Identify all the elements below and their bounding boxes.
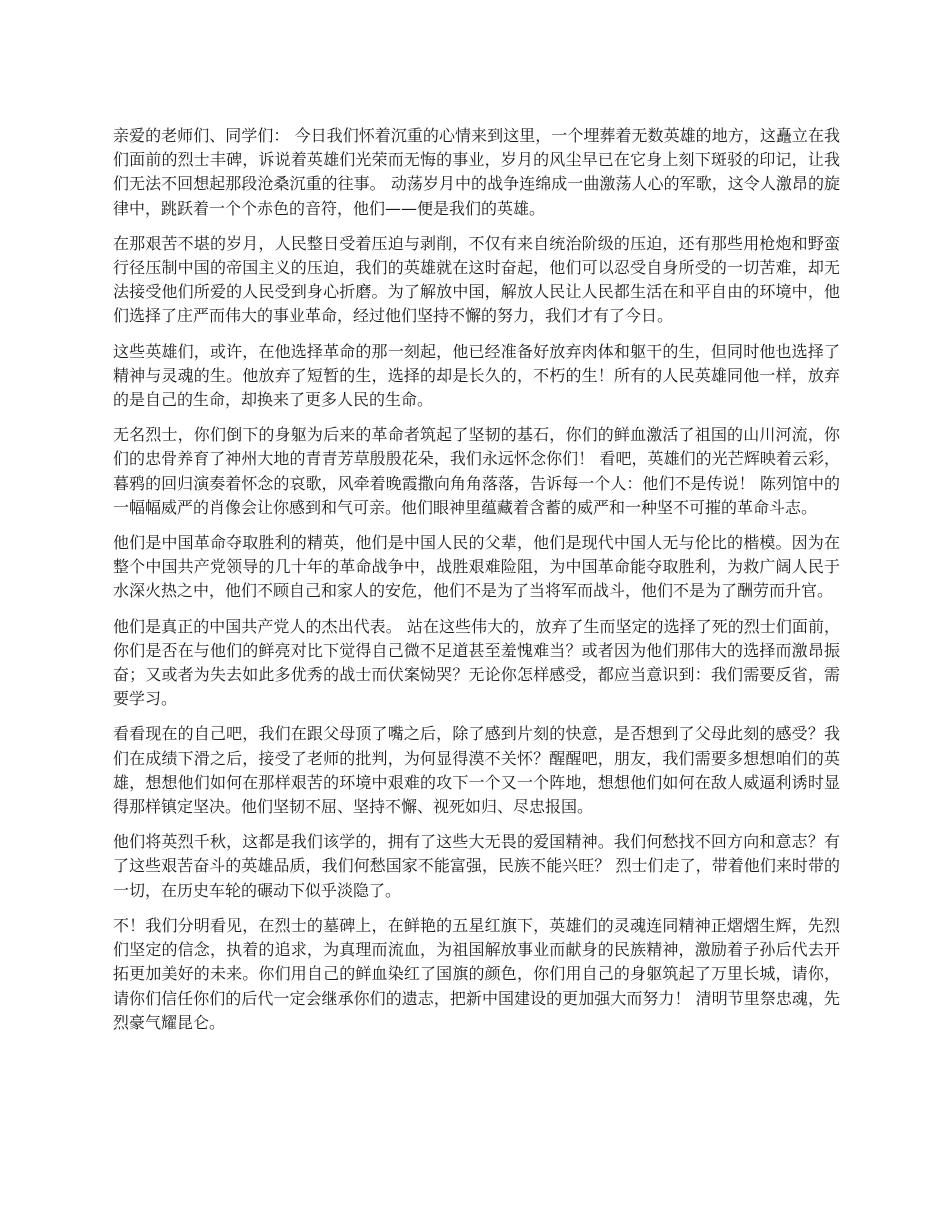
document-body [113, 124, 840, 1046]
paragraph-9: 不！我们分明看见，在烈士的墓碑上，在鲜艳的五星红旗下，英雄们的灵魂连同精神正熠熠生辉，先烈们坚定的信念，执着的追求，为真理而流血，为祖国解放事业而献身的民族精神，激励着子孙后代去开拓更加美好的未来。你们用自己的鲜血染红了国旗的颜色，你们用自己的身躯筑起了万里长城，请你，请你们信任你们的后代一定会继承你们的遗志，把新中国建设的更加强大而努力！ 清明节里祭忠魂，先烈豪气耀昆仑。 [113, 915, 840, 1032]
paragraph-3: 这些英雄们，或许，在他选择革命的那一刻起，他已经准备好放弃肉体和躯干的生，但同时他也选择了精神与灵魂的生。他放弃了短暂的生，选择的却是长久的，不朽的生！所有的人民英雄同他一样，放弃的是自己的生命，却换来了更多人民的生命。 [113, 341, 840, 410]
paragraph-5: 他们是中国革命夺取胜利的精英，他们是中国人民的父辈，他们是现代中国人无与伦比的楷模。因为在整个中国共产党领导的几十年的革命战争中，战胜艰难险阻，为中国革命能夺取胜利，为救广阔人民于水深火热之中，他们不顾自己和家人的安危，他们不是为了当将军而战斗，他们不是为了酬劳而升官。 [113, 533, 840, 601]
paragraph-4: 无名烈士，你们倒下的身躯为后来的革命者筑起了坚韧的基石，你们的鲜血激活了祖国的山川河流，你们的忠骨养育了神州大地的青青芳草殷殷花朵，我们永远怀念你们！ 看吧，英雄们的光芒辉映着云彩，暮鸦的回归演奏着怀念的哀歌，风牵着晚霞撒向角角落落，告诉每一个人：他们不是传说！ 陈列馆中的一幅幅威严的肖像会让你感到和气可亲。他们眼神里蕴藏着含蓄的威严和一种坚不可摧的革命斗志。 [113, 425, 840, 517]
paragraph-8: 他们将英烈千秋，这都是我们该学的，拥有了这些大无畏的爱国精神。我们何愁找不回方向和意志？有了这些艰苦奋斗的英雄品质，我们何愁国家不能富强，民族不能兴旺？ 烈士们走了，带着他们来时带的一切，在历史车轮的碾动下似乎淡隐了。 [113, 832, 840, 900]
paragraph-6: 他们是真正的中国共产党人的杰出代表。 站在这些伟大的，放弃了生而坚定的选择了死的烈士们面前，你们是否在与他们的鲜亮对比下觉得自己微不足道甚至羞愧难当？或者因为他们那伟大的选择而激昂振奋；又或者为失去如此多优秀的战士而伏案恸哭？无论你怎样感受，都应当意识到：我们需要反省，需要学习。 [113, 616, 840, 709]
paragraph-2: 在那艰苦不堪的岁月，人民整日受着压迫与剥削，不仅有来自统治阶级的压迫，还有那些用枪炮和野蛮行径压制中国的帝国主义的压迫，我们的英雄就在这时奋起，他们可以忍受自身所受的一切苦难，却无法接受他们所爱的人民受到身心折磨。为了解放中国，解放人民让人民都生活在和平自由的环境中，他们选择了庄严而伟大的事业革命，经过他们坚持不懈的努力，我们才有了今日。 [113, 233, 840, 326]
paragraph-7: 看看现在的自己吧，我们在跟父母顶了嘴之后，除了感到片刻的快意，是否想到了父母此刻的感受？我们在成绩下滑之后，接受了老师的批判，为何显得漠不关怀？醒醒吧，朋友，我们需要多想想咱们的英雄，想想他们如何在那样艰苦的环境中艰难的攻下一个又一个阵地，想想他们如何在敌人威逼利诱时显得那样镇定坚决。他们坚韧不屈、坚持不懈、视死如归、尽忠报国。 [113, 724, 840, 817]
paragraph-1: 亲爱的老师们、同学们： 今日我们怀着沉重的心情来到这里，一个埋葬着无数英雄的地方，这矗立在我们面前的烈士丰碑，诉说着英雄们光荣而无悔的事业，岁月的风尘早已在它身上刻下斑驳的印记，让我们无法不回想起那段沧桑沉重的往事。 动荡岁月中的战争连绵成一曲激荡人心的军歌，这令人激昂的旋律中，跳跃着一个个赤色的音符，他们——便是我们的英雄。 [113, 126, 840, 218]
